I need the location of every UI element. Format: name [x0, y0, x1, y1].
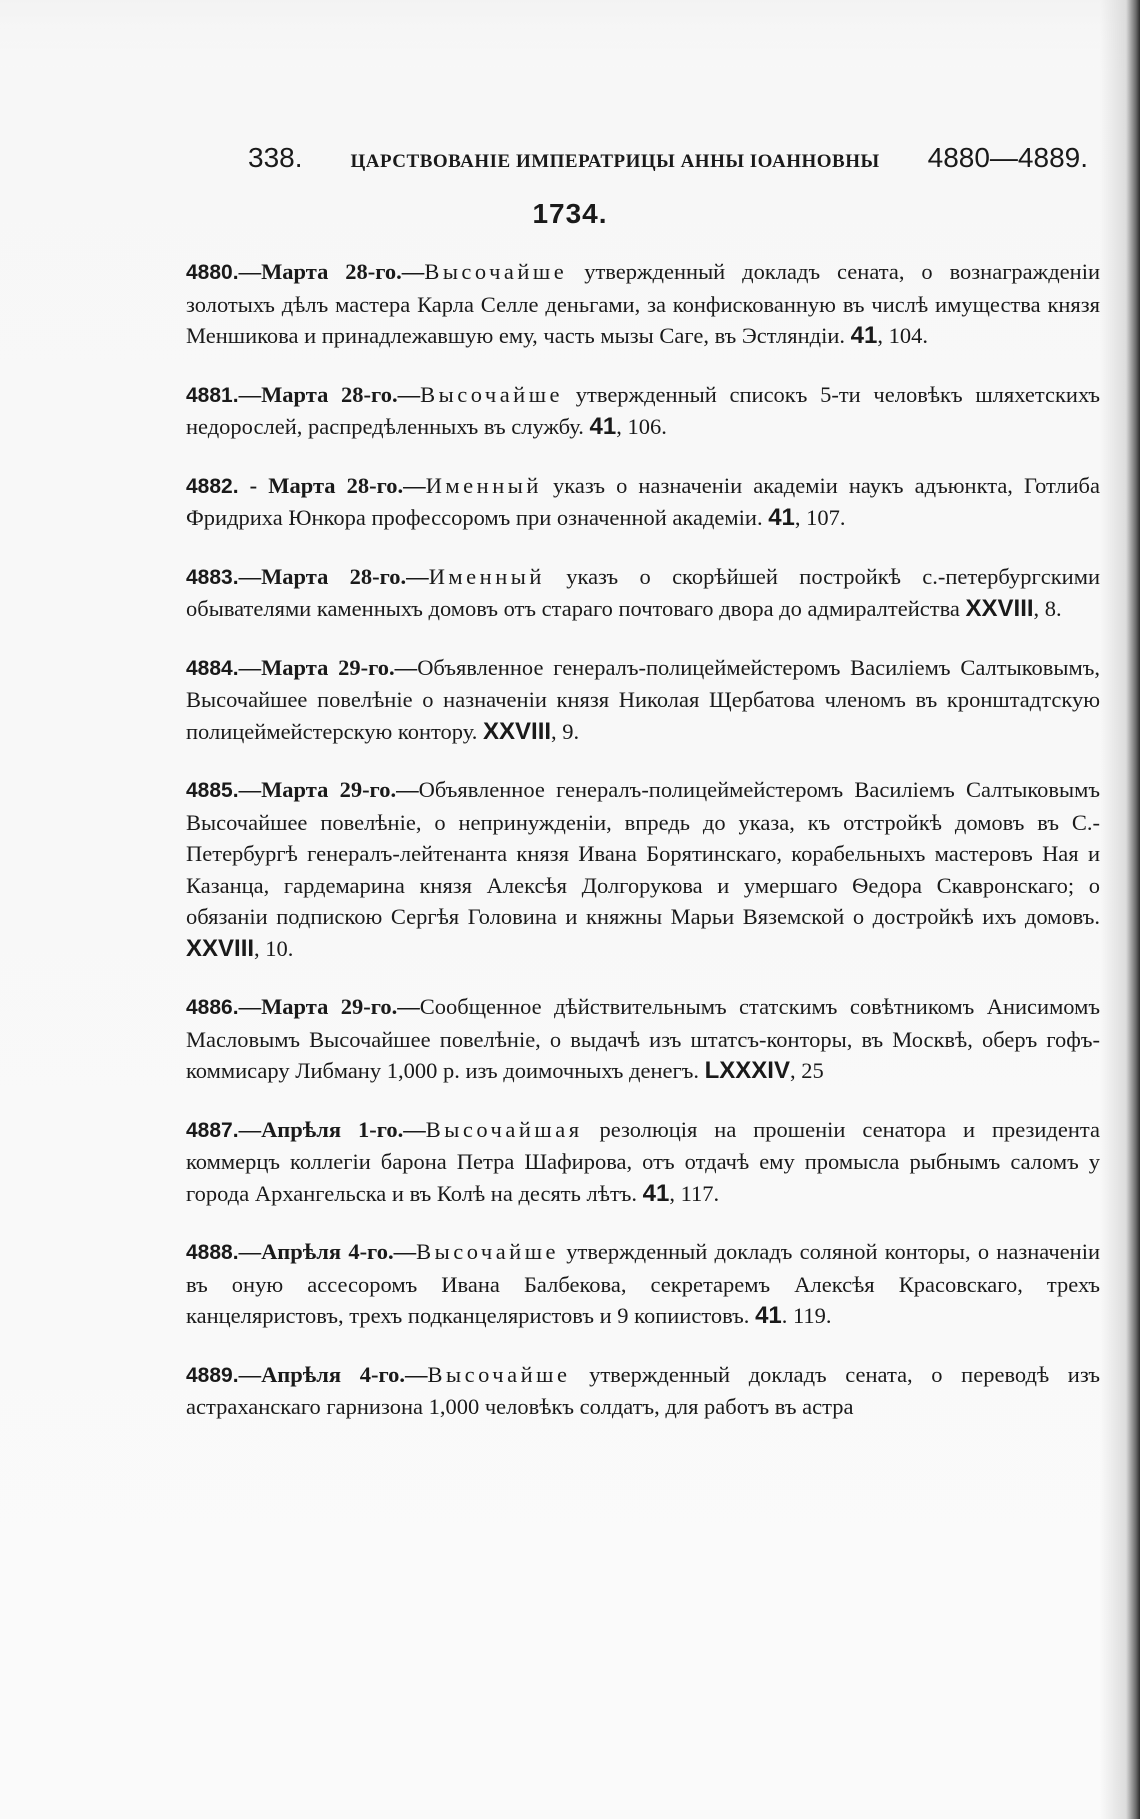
entry-text: утвержденный докладъ сената, о вознагражденіи золотыхъ дѣлъ мастера Карла Селле деньгами, за конфискованную въ числѣ имущества князя Меншикова и принадлежавшую ему, часть мызы Саге, въ Эстляндіи.	[186, 259, 1100, 348]
entry-spaced-word: Высочайше	[424, 259, 568, 284]
entry-ref: XXVIII	[965, 595, 1034, 622]
entry-ref-tail: . 119.	[781, 1303, 832, 1328]
entry-text: Сообщенное дѣйствительнымъ статскимъ совѣтникомъ Анисимомъ Масловымъ Высочайшее повелѣніе, о выдачѣ изъ штатсъ-конторы, въ Москвѣ, оберъ гофъ-коммисару Либману 1,000 р. изъ доимочныхъ денегъ.	[186, 994, 1100, 1083]
entry-text: утвержденный докладъ сената, о переводѣ изъ астраханскаго гарнизона 1,000 человѣкъ солдатъ, для работъ въ астра	[186, 1361, 1100, 1419]
entry-range: 4880—4889.	[927, 142, 1088, 173]
entry-number: 4889.	[186, 1363, 239, 1387]
entry-number: 4882.	[186, 474, 239, 498]
entry-text: утвержденный списокъ 5-ти человѣкъ шляхетскихъ недорослей, распредѣленныхъ въ службу.	[186, 381, 1100, 439]
entry-ref: 41	[589, 413, 617, 440]
entry-spaced-word: Именный	[425, 472, 542, 498]
entry-number: 4888.	[186, 1241, 239, 1264]
entry-date: —Марта 28-го.—	[238, 563, 429, 589]
scan-shadow-right	[1100, 0, 1140, 1819]
entry-date: —Марта 29-го.—	[238, 654, 418, 680]
entry-spaced-word: Высочайше	[416, 1239, 560, 1264]
entry-number: 4883.	[186, 565, 239, 589]
entry-4884	[186, 652, 1100, 748]
entry-spaced-word: Высочайше	[420, 381, 564, 407]
entry-date: —Апрѣля 4-го.—	[238, 1239, 417, 1264]
entry-ref: 41	[768, 504, 795, 531]
entry-ref: 41	[755, 1302, 782, 1329]
entry-ref-tail: , 104.	[877, 323, 928, 348]
entry-text: Объявленное генералъ-полицеймейстеромъ Василіемъ Салтыковымъ, Высочайшее повелѣніе о назначеніи князя Николая Щербатова членомъ въ кронштадтскую полицеймейстерскую контору.	[186, 654, 1100, 744]
entry-ref-tail: , 106.	[616, 414, 667, 439]
entry-number: 4880.	[186, 261, 239, 284]
entry-ref: LXXXIV	[704, 1057, 790, 1084]
entry-date: —Марта 28-го.—	[238, 381, 421, 407]
entry-text: указъ о назначеніи академіи наукъ адъюнкта, Готлиба Фридриха Юнкора профессоромъ при означенной академіи.	[186, 472, 1100, 530]
entry-text: резолюція на прошеніи сенатора и президента коммерцъ коллегіи барона Петра Шафирова, отъ отдачѣ ему промысла рыбнымъ саломъ у города Архангельска и въ Колѣ на десять лѣтъ.	[186, 1116, 1100, 1206]
entry-ref-tail: , 9.	[551, 718, 580, 744]
entry-date: —Марта 29-го.—	[238, 777, 419, 802]
entry-4883	[186, 561, 1100, 625]
entry-spaced-word: Именный	[428, 563, 545, 589]
entry-date: —Марта 28-го.—	[238, 259, 425, 284]
entry-ref-tail: , 8.	[1033, 596, 1062, 621]
entry-number: 4887.	[186, 1118, 239, 1142]
page-number: 338.	[248, 142, 303, 173]
entry-date: - Марта 28-го.—	[238, 472, 426, 498]
entry-4889	[186, 1359, 1100, 1423]
entry-ref-tail: , 117.	[669, 1180, 720, 1206]
year-heading: 1734.	[532, 198, 608, 229]
entry-ref: XXVIII	[483, 717, 552, 745]
entry-number: 4881.	[186, 383, 239, 407]
entry-4887	[186, 1114, 1100, 1210]
entry-number: 4885.	[186, 779, 239, 802]
entry-date: —Марта 29-го.—	[238, 994, 420, 1019]
entry-ref-tail: , 107.	[794, 505, 846, 530]
entry-4888	[186, 1236, 1100, 1332]
running-header	[248, 142, 1088, 182]
entry-text: утвержденный докладъ соляной конторы, о назначеніи въ оную ассесоромъ Ивана Балбекова, секретаремъ Алексѣя Красовскаго, трехъ канцеляристовъ, трехъ подканцеляристовъ и 9 копиистовъ.	[186, 1239, 1100, 1328]
entry-ref: 41	[850, 322, 878, 349]
entries-list	[186, 256, 1100, 1450]
entry-4885	[186, 774, 1100, 964]
entry-date: —Апрѣля 1-го.—	[238, 1116, 426, 1142]
entry-ref-tail: , 25	[789, 1058, 824, 1083]
entry-text: указъ о скорѣйшей постройкѣ с.-петербургскими обывателями каменныхъ домовъ отъ стараго почтоваго двора до адмиралтейства	[186, 563, 1100, 621]
entry-4882	[186, 470, 1100, 534]
entry-4881	[186, 379, 1100, 443]
entry-text: Объявленное генералъ-полицеймейстеромъ Василіемъ Салтыковымъ Высочайшее повелѣніе, о непринужденіи, впредь до указа, къ отстройкѣ домовъ въ С.-Петербургѣ генералъ-лейтенанта князя Ивана Борятинскаго, корабельныхъ мастеровъ Ная и Казанца, гардемарина князя Алексѣя Долгорукова и умершаго Ѳедора Скавронскаго; о обязаніи подпискою Сергѣя Головина и княжны Марьи Вяземской о достройкѣ ихъ домовъ.	[186, 777, 1100, 929]
running-title: ЦАРСТВОВАНІЕ ИМПЕРАТРИЦЫ АННЫ ІОАННОВНЫ	[350, 151, 880, 172]
entry-4886	[186, 991, 1100, 1087]
entry-spaced-word: Высочайшая	[425, 1116, 583, 1142]
scan-shadow-top	[0, 0, 1140, 70]
entry-date: —Апрѣля 4-го.—	[238, 1361, 428, 1387]
entry-4880	[186, 256, 1100, 352]
entry-ref-tail: , 10.	[254, 935, 294, 961]
entry-ref: XXVIII	[186, 934, 255, 962]
entry-number: 4884.	[186, 656, 239, 680]
entry-ref: 41	[642, 1179, 670, 1207]
entry-spaced-word: Высочайше	[427, 1361, 571, 1387]
entry-number: 4886.	[186, 996, 239, 1019]
